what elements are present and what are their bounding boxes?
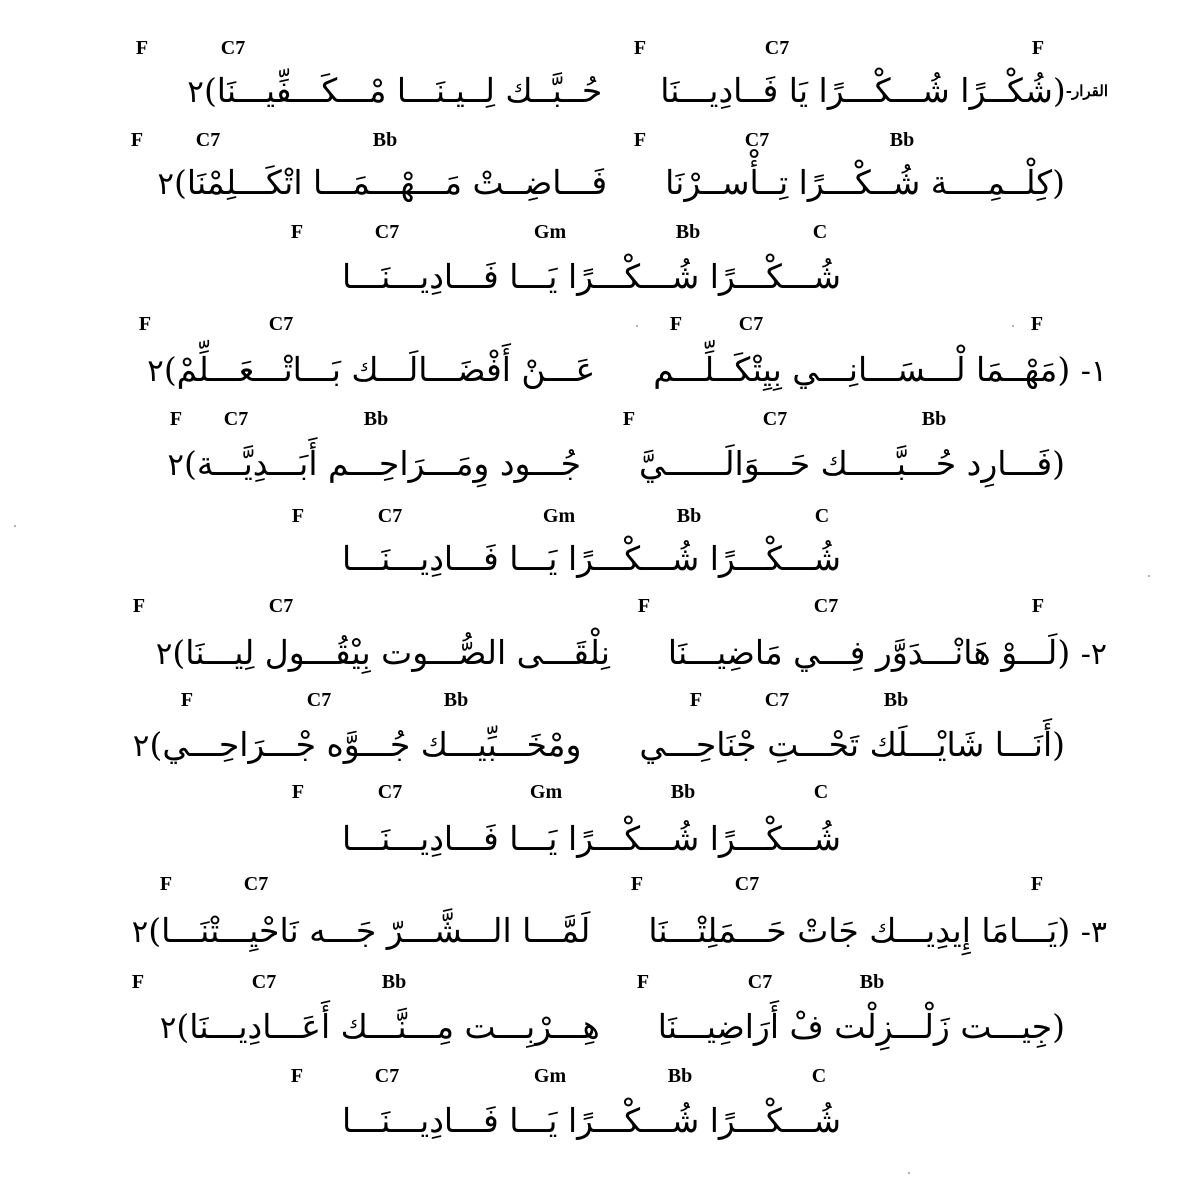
chord-label: Bb [676, 505, 702, 527]
refrain-line [0, 538, 1183, 580]
chord-label: Bb [921, 408, 947, 430]
lyric-half: (يَـــامَا إِيدِيـــك جَاتْ حَـــمَلِتْـــنَا [648, 911, 1071, 950]
refrain-text: شُـــكْـــرًا شُـــكْـــرًا يَـــا فَـــادِيـــنَـــا [342, 1101, 841, 1140]
lyric-line [167, 443, 1065, 486]
lyric-line [147, 349, 1107, 393]
lyric-half: (أَنَـــا شَايْـــلَك تَحْـــتِ جْنَاحِـــي [639, 725, 1065, 764]
repeat-count: ٢ [147, 353, 164, 389]
chord-label: F [630, 873, 644, 895]
chord-label: F [290, 1065, 304, 1087]
chord-label: F [689, 689, 703, 711]
chord-label: C7 [764, 37, 790, 59]
verse-number: ١- [1080, 354, 1107, 389]
chord-label: C7 [268, 313, 294, 335]
lyric-line [133, 724, 1065, 767]
chord-label: C7 [374, 1065, 400, 1087]
lyric-half: نِلْقَـــى الصُّـــوت بِيْقُـــول لِيـــنَا) [172, 633, 610, 672]
chord-label: Bb [667, 1065, 693, 1087]
lyric-half: (كِلْــمِــــة شُــكْـــرًا تِــأْســرْنَا [665, 163, 1065, 202]
lyric-half: (مَهْــمَا لْـــسَـــانِـــي بِيِتْكَــلِّـــم [653, 350, 1071, 389]
chord-label: C7 [374, 221, 400, 243]
chord-label: Bb [363, 408, 389, 430]
chord-label: C7 [377, 781, 403, 803]
chord-label: Bb [381, 971, 407, 993]
scan-speck [908, 1172, 910, 1174]
chord-label: C [813, 781, 829, 803]
chord-label: F [637, 595, 651, 617]
chord-label: F [633, 129, 647, 151]
chord-label: Gm [533, 1065, 567, 1087]
repeat-count: ٢ [159, 1010, 177, 1046]
chord-label: F [290, 221, 304, 243]
chord-label: Gm [533, 221, 567, 243]
chord-label: Bb [883, 689, 909, 711]
refrain-line [0, 256, 1183, 298]
chord-label: C7 [220, 37, 246, 59]
chord-label: C7 [734, 873, 760, 895]
chord-label: C7 [306, 689, 332, 711]
refrain-text: شُـــكْـــرًا شُـــكْـــرًا يَـــا فَـــادِيـــنَـــا [342, 257, 841, 296]
refrain-line [0, 1100, 1183, 1142]
chord-label: Gm [542, 505, 576, 527]
lyric-half: ومْخَـــبِّيـــك جُـــوَّه جْـــرَاحِـــي) [149, 725, 582, 764]
refrain-text: شُـــكْـــرًا شُـــكْـــرًا يَـــا فَـــادِيـــنَـــا [342, 819, 841, 858]
chord-label: F [132, 595, 146, 617]
chord-label: C7 [762, 408, 788, 430]
chord-label: C7 [747, 971, 773, 993]
chord-label: F [1031, 37, 1045, 59]
lyric-half: (جِيـــت زَلْـــزِلْت فْ أَرَاضِيـــنَا [657, 1007, 1065, 1046]
chord-label: F [159, 873, 173, 895]
lyric-half: (لَـــوْ هَانْـــدَوَّر فِـــي مَاضِيـــنَا [667, 633, 1071, 672]
refrain-text: شُـــكْـــرًا شُـــكْـــرًا يَـــا فَـــادِيـــنَـــا [342, 539, 841, 578]
chord-label: F [291, 781, 305, 803]
lyric-line [157, 162, 1065, 205]
lyric-half: (فَـــارِد حُـــبَّـــــك حَـــوَالَــــــيَّ [638, 444, 1065, 483]
chord-label: F [180, 689, 194, 711]
chord-label: F [130, 129, 144, 151]
chord-label: Gm [529, 781, 563, 803]
chord-label: F [291, 505, 305, 527]
chord-label: F [1031, 595, 1045, 617]
chorus-marker: القرار- [1065, 82, 1108, 100]
chord-label: F [622, 408, 636, 430]
chord-label: C7 [738, 313, 764, 335]
chord-label: C [811, 1065, 827, 1087]
chord-label: F [169, 408, 183, 430]
chord-label: F [131, 971, 145, 993]
chord-label: C7 [764, 689, 790, 711]
chord-label: C7 [377, 505, 403, 527]
chord-label: C7 [195, 129, 221, 151]
chord-label: Bb [859, 971, 885, 993]
scan-speck [1012, 325, 1014, 327]
chord-label: F [1030, 313, 1044, 335]
chord-label: C7 [223, 408, 249, 430]
chord-label: C7 [813, 595, 839, 617]
lyric-line [160, 1006, 1065, 1049]
lyric-half: جُـــود وِمَـــرَاحِـــم أَبَـــدِيَّـــة) [184, 444, 581, 483]
repeat-count: ٢ [167, 447, 185, 483]
chord-label: F [633, 37, 647, 59]
chord-label: C7 [243, 873, 269, 895]
verse-number: ٣- [1080, 915, 1107, 950]
scan-speck [636, 325, 638, 327]
repeat-count: ٢ [131, 914, 149, 950]
repeat-count: ٢ [187, 74, 204, 110]
chord-label: F [669, 313, 683, 335]
lyric-half: حُــبَّــك لِــيـنَـــا مْـــكَـــفِّيـــنَا) [203, 71, 603, 110]
lyric-half: فَـــاضِــتْ مَـــهْـــمَـــا اتْكَـــلِمْنَا) [174, 163, 608, 202]
lyric-half: هِـــرْبِـــت مِـــنَّـــك أَعَـــادِيـــنَا) [176, 1007, 600, 1046]
chord-label: F [135, 37, 149, 59]
lyric-half: عَـــنْ أَفْضَـــالَـــك بَـــاتْـــعَـــلِّمْ) [163, 350, 596, 389]
verse-number: ٢- [1080, 637, 1107, 672]
chord-label: F [138, 313, 152, 335]
lyric-line [132, 910, 1107, 954]
refrain-line [0, 818, 1183, 860]
chord-label: C7 [744, 129, 770, 151]
chord-label: C [814, 505, 830, 527]
chord-label: C7 [251, 971, 277, 993]
chord-label: Bb [675, 221, 701, 243]
chord-label: Bb [372, 129, 398, 151]
repeat-count: ٢ [132, 728, 150, 764]
repeat-count: ٢ [155, 636, 173, 672]
scan-speck [1148, 575, 1150, 577]
chord-label: Bb [443, 689, 469, 711]
chord-label: Bb [670, 781, 696, 803]
chord-label: C7 [268, 595, 294, 617]
chord-label: C [812, 221, 828, 243]
chord-label: Bb [889, 129, 915, 151]
repeat-count: ٢ [157, 166, 175, 202]
lyric-half: لَمَّـــا الـــشَّـــرّ جَـــه نَاحْيِـــتْنَـــا) [148, 911, 591, 950]
lyric-line [187, 70, 1108, 113]
lyric-half: (شُكْــرًا شُـــكْـــرًا يَا فَــادِيـــنَا [660, 71, 1066, 110]
chord-label: F [1030, 873, 1044, 895]
chord-label: F [636, 971, 650, 993]
scan-speck [14, 525, 16, 527]
lyric-line [156, 632, 1107, 676]
